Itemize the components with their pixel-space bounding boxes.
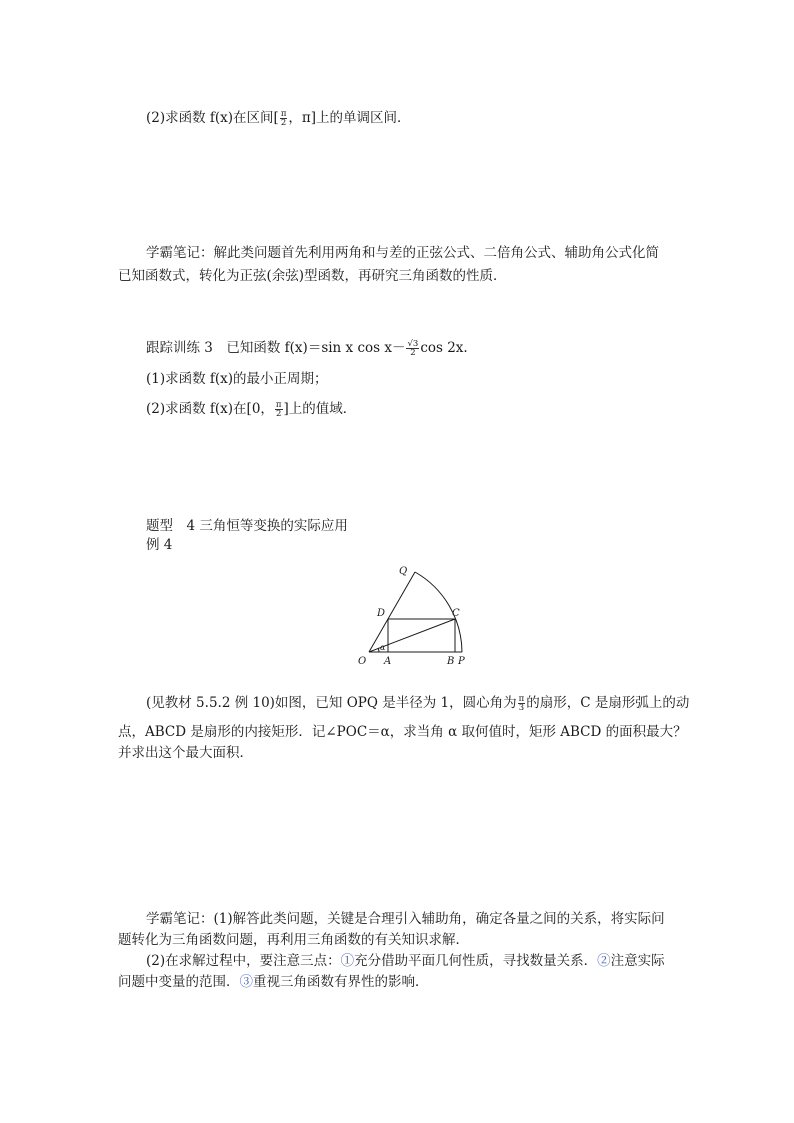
angle-alpha-arc: [378, 648, 379, 652]
label-alpha: α: [380, 643, 386, 652]
study-note-2-line2: 题转化为三角函数问题，再利用三角函数的有关知识求解．: [118, 932, 469, 948]
fraction-pi-over-3: $\frac{\pi}{3}$: [518, 694, 525, 713]
example4-line3: 并求出这个最大面积．: [118, 745, 253, 761]
label-P: P: [458, 656, 465, 667]
tracking-q2: (2)求函数 f(x)在[0， $\frac{\pi}{2}$ ]上的值域．: [146, 400, 357, 419]
label-D: D: [377, 608, 386, 619]
label-C: C: [452, 608, 460, 619]
fraction-pi-over-2: $\frac{\pi}{2}$: [280, 109, 287, 128]
label-A: A: [384, 656, 392, 667]
tracking-q1: (1)求函数 f(x)的最小正周期；: [146, 371, 328, 387]
study-note-2-line3: (2)在求解过程中，要注意三点：①充分借助平面几何性质，寻找数量关系．②注意实际: [146, 953, 665, 969]
circled-number-2: ②: [597, 953, 611, 969]
arc-PQ: [415, 572, 462, 652]
example4-line2: 点，ABCD 是扇形的内接矩形．记∠POC＝α，求当角 α 取何值时，矩形 ABCD 的面积最大？: [118, 724, 687, 740]
rectangle-ABCD: [388, 619, 455, 652]
section-title: 题型 4 三角恒等变换的实际应用: [146, 518, 348, 534]
study-note-1-line2: 已知函数式，转化为正弦(余弦)型函数，再研究三角函数的性质．: [118, 268, 507, 284]
segment-OC: [369, 619, 455, 652]
fraction-sqrt3-over-2: $\frac{√3}{2}$: [407, 339, 419, 358]
study-note-1-line1: 学霸笔记：解此类问题首先利用两角和与差的正弦公式、二倍角公式、辅助角公式化简: [146, 245, 659, 261]
fraction-pi-over-2: $\frac{\pi}{2}$: [275, 400, 282, 419]
example-label: 例 4: [146, 537, 173, 553]
example4-line1: (见教材 5.5.2 例 10)如图，已知 OPQ 是半径为 1，圆心角为 $\frac{\pi}{3}$ 的扇形，C 是扇形弧上的动: [146, 694, 690, 713]
study-note-2-line4: 问题中变量的范围．③重视三角函数有界性的影响．: [118, 974, 429, 990]
study-note-2-line1: 学霸笔记：(1)解答此类问题，关键是合理引入辅助角，确定各量之间的关系，将实际问: [146, 911, 665, 927]
radius-OQ: [369, 572, 415, 652]
label-O: O: [358, 656, 367, 667]
label-Q: Q: [399, 566, 408, 577]
tracking-exercise-3: 跟踪训练 3 已知函数 f(x)＝sin x cos x－ $\frac{√3}{2}$ cos 2x.: [146, 339, 468, 358]
part2-question: (2)求函数 f(x)在区间[ $\frac{\pi}{2}$ ，π]上的单调区间．: [146, 109, 411, 128]
circled-number-3: ③: [239, 974, 253, 990]
circled-number-1: ①: [340, 953, 355, 969]
label-B: B: [447, 656, 455, 667]
